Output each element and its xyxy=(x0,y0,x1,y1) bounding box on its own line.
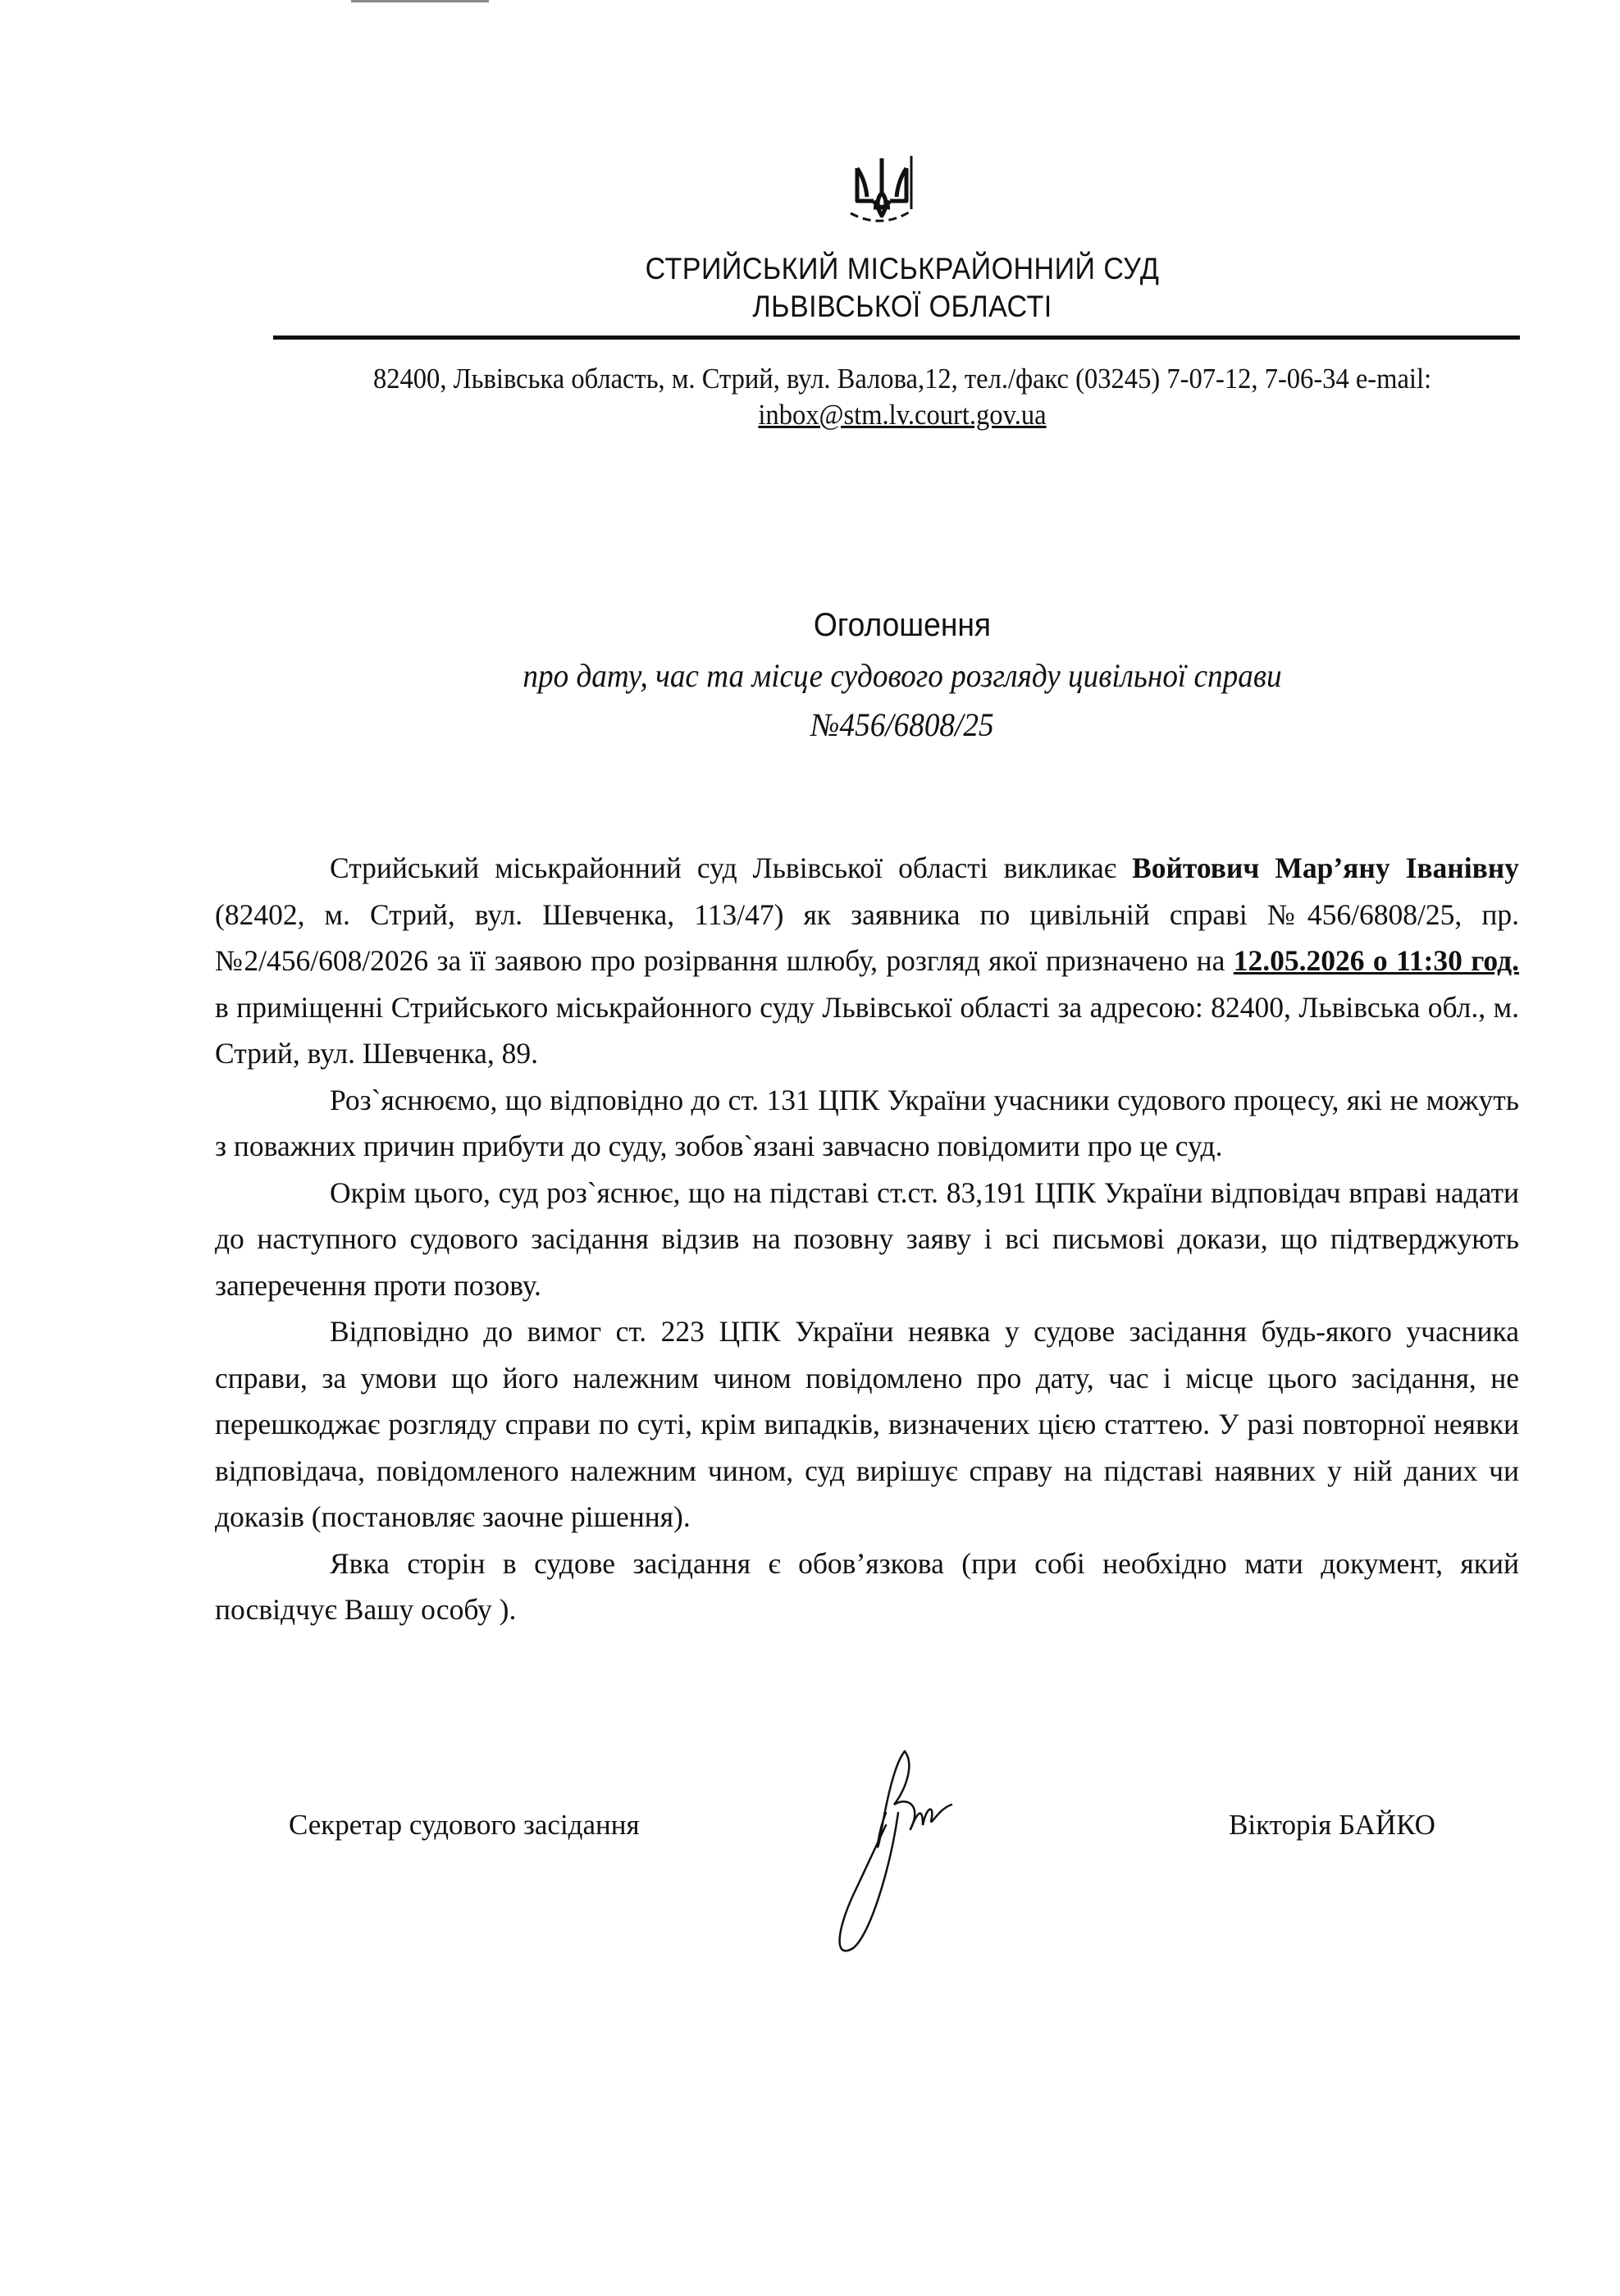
court-name-line1: СТРИЙСЬКИЙ МІСЬКРАЙОННИЙ СУД xyxy=(645,252,1160,285)
notice-title: Оголошення xyxy=(813,607,992,643)
court-name-line2: ЛЬВІВСЬКОЇ ОБЛАСТІ xyxy=(752,290,1052,323)
signer-name: Вікторія БАЙКО xyxy=(1229,1809,1435,1841)
handwritten-signature-icon xyxy=(808,1747,1070,1969)
notice-body xyxy=(215,845,1519,1633)
party-name: Войтович Мар’яну Іванівну xyxy=(1132,851,1519,884)
paragraph-attendance: Явка сторін в судове засідання є обов’язкова (при собі необхідно мати документ, який посвідчує Вашу особу ). xyxy=(215,1546,1519,1626)
header-divider xyxy=(273,335,1520,340)
paragraph-summons: Стрийський міськрайонний суд Львівської області викликає Войтович Мар’яну Іванівну (82402, м. Стрий, вул. Шевченка, 113/47) як заявника по цивільній справі №456/6808/25, пр. №2/456/608/2026 за її заявою про розірвання шлюбу, розгляд якої призначено на 12.05.2026 о 11:30 год. в приміщенні Стрийського міськрайонного суду Львівської області за адресою: 82400, Львівська обл., м. Стрий, вул. Шевченка, 89. xyxy=(215,851,1519,1070)
case-number: №456/6808/25 xyxy=(810,706,994,743)
signer-role: Секретар судового засідання xyxy=(289,1809,640,1841)
paragraph-absence-rules: Відповідно до вимог ст. 223 ЦПК України неявка у судове засідання будь-якого учасника справи, за умови що його належним чином повідомлено про дату, час і місце цього засідання, не перешкоджає розгляду справи по суті, крім випадків, визначених цією статтею. У разі повторної неявки відповідача, повідомленого належним чином, суд вирішує справу на підставі наявних у ній даних чи доказів (постановляє заочне рішення). xyxy=(215,1315,1519,1533)
notice-subtitle: про дату, час та місце судового розгляду цивільної справи xyxy=(523,657,1282,694)
court-contact-block xyxy=(292,361,1513,433)
court-address: 82400, Львівська область, м. Стрий, вул. Валова,12, тел./факс (03245) 7-07-12, 7-06-34 e-mail: xyxy=(372,363,1432,395)
paragraph-response-rights: Окрім цього, суд роз`яснює, що на підставі ст.ст. 83,191 ЦПК України відповідач вправі надати до наступного судового засідання відзив на позовну заяву і всі письмові докази, що підтверджують заперечення проти позову. xyxy=(215,1175,1519,1302)
hearing-datetime: 12.05.2026 о 11:30 год. xyxy=(1233,944,1519,977)
court-email-link[interactable]: inbox@stm.lv.court.gov.ua xyxy=(758,399,1047,431)
ukraine-trident-icon xyxy=(849,152,915,234)
scan-edge-mark xyxy=(351,0,489,2)
paragraph-notify-court: Роз`яснюємо, що відповідно до ст. 131 ЦПК України учасники судового процесу, які не можуть з поважних причин прибути до суду, зобов`язані завчасно повідомити про це суд. xyxy=(215,1083,1519,1162)
